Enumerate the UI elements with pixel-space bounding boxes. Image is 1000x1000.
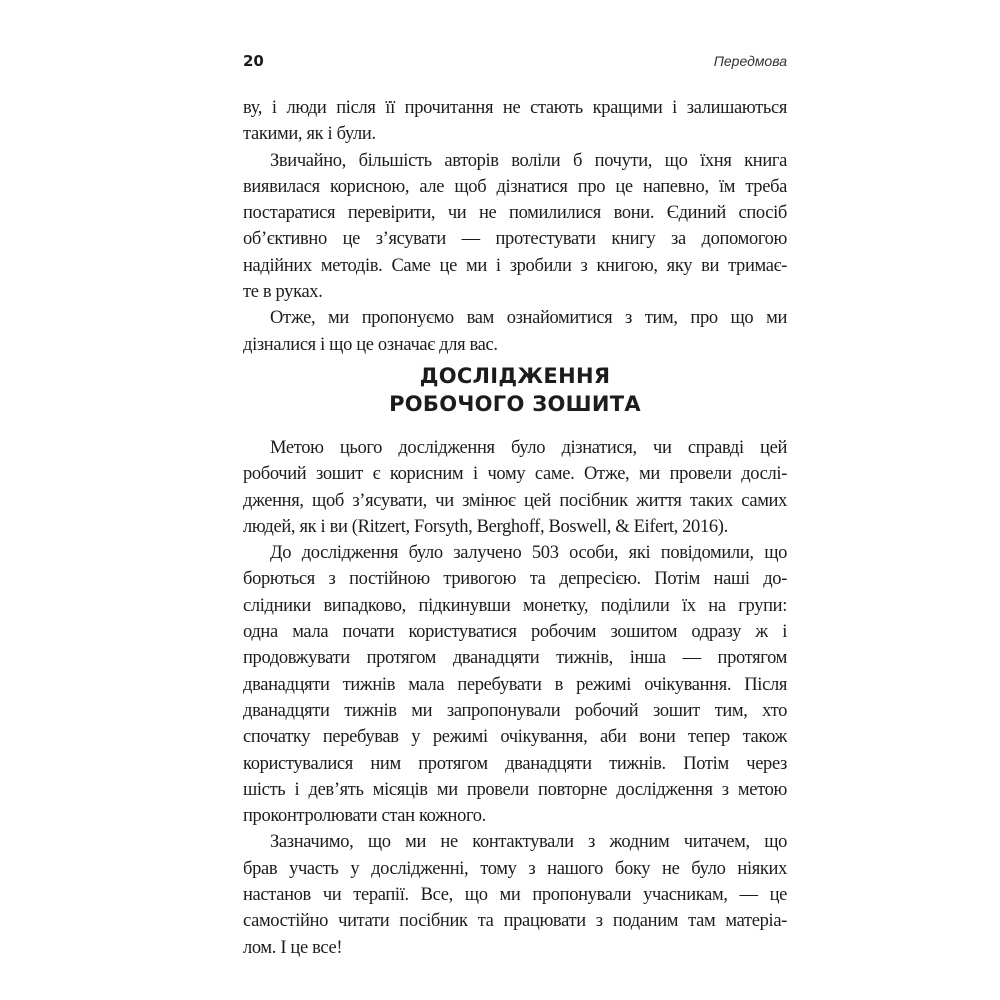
paragraph [243, 435, 787, 540]
heading-line-2: РОБОЧОГО ЗОШИТА [389, 392, 641, 416]
text-line: спочатку перебував у режимі очікування, аби вони тепер також [243, 727, 787, 748]
text-line: шість і дев’ять місяців ми провели повторне дослідження з метою [243, 779, 787, 800]
text-line: До дослідження було залучено 503 особи, які повідомили, що [270, 543, 787, 564]
text-line: продовжувати протягом дванадцяти тижнів, інша — протягом [243, 648, 787, 669]
text-line: виявилася корисною, але щоб дізнатися про це напевно, їм треба [243, 176, 787, 197]
text-line: надійних методів. Саме це ми і зробили з книгою, яку ви тримає- [243, 255, 787, 276]
text-line: дження, щоб з’ясувати, чи змінює цей посібник життя таких самих [243, 490, 787, 511]
text-line: такими, як і були. [243, 124, 376, 145]
text-line: настанов чи терапії. Все, що ми пропонували учасникам, — це [243, 885, 787, 906]
text-line: дванадцяти тижнів мала перебувати в режимі очікування. Після [243, 674, 787, 695]
text-line: Зазначимо, що ми не контактували з жодним читачем, що [270, 832, 787, 853]
text-line: робочий зошит є корисним і чому саме. Отже, ми провели дослі- [243, 464, 787, 485]
text-line: дванадцяти тижнів ми запропонували робочий зошит тим, хто [243, 700, 787, 721]
text-line: одна мала почати користуватися робочим зошитом одразу ж і [243, 622, 787, 643]
text-line: об’єктивно це з’ясувати — протестувати книгу за допомогою [243, 229, 787, 250]
text-line: Отже, ми пропонуємо вам ознайомитися з тим, про що ми [270, 308, 787, 329]
page-number: 20 [243, 52, 264, 70]
text-line: самостійно читати посібник та працювати з поданим там матеріа- [243, 911, 787, 932]
text-line: борються з постійною тривогою та депресією. Потім наші до- [243, 569, 787, 590]
text-line: користувалися ним протягом дванадцяти тижнів. Потім через [243, 753, 787, 774]
text-line: брав участь у дослідженні, тому з нашого боку не було ніяких [243, 858, 787, 879]
paragraph [243, 829, 787, 960]
text-line: слідники випадково, підкинувши монетку, поділили їх на групи: [243, 595, 787, 616]
paragraph [243, 540, 787, 829]
text-line: дізналися і що це означає для вас. [243, 334, 498, 355]
heading-line-1: ДОСЛІДЖЕННЯ [419, 364, 611, 388]
text-line: Звичайно, більшість авторів воліли б почути, що їхня книга [270, 150, 787, 171]
text-line: Метою цього дослідження було дізнатися, чи справді цей [270, 438, 787, 458]
text-line: постаратися перевірити, чи не помилилися вони. Єдиний спосіб [243, 203, 787, 224]
intro-text [243, 95, 787, 358]
text-line: лом. І це все! [243, 937, 343, 958]
body-text [243, 435, 787, 961]
text-line: ву, і люди після її прочитання не стають кращими і залишаються [243, 98, 787, 118]
paragraph [243, 95, 787, 148]
text-line: те в руках. [243, 282, 323, 303]
section-heading [243, 362, 787, 418]
paragraph [243, 305, 787, 358]
text-line: проконтролювати стан кожного. [243, 806, 486, 827]
running-header-title: Передмова [713, 53, 787, 69]
paragraph [243, 148, 787, 306]
text-line: людей, як і ви (Ritzert, Forsyth, Berghoff, Boswell, & Eifert, 2016). [243, 516, 728, 537]
